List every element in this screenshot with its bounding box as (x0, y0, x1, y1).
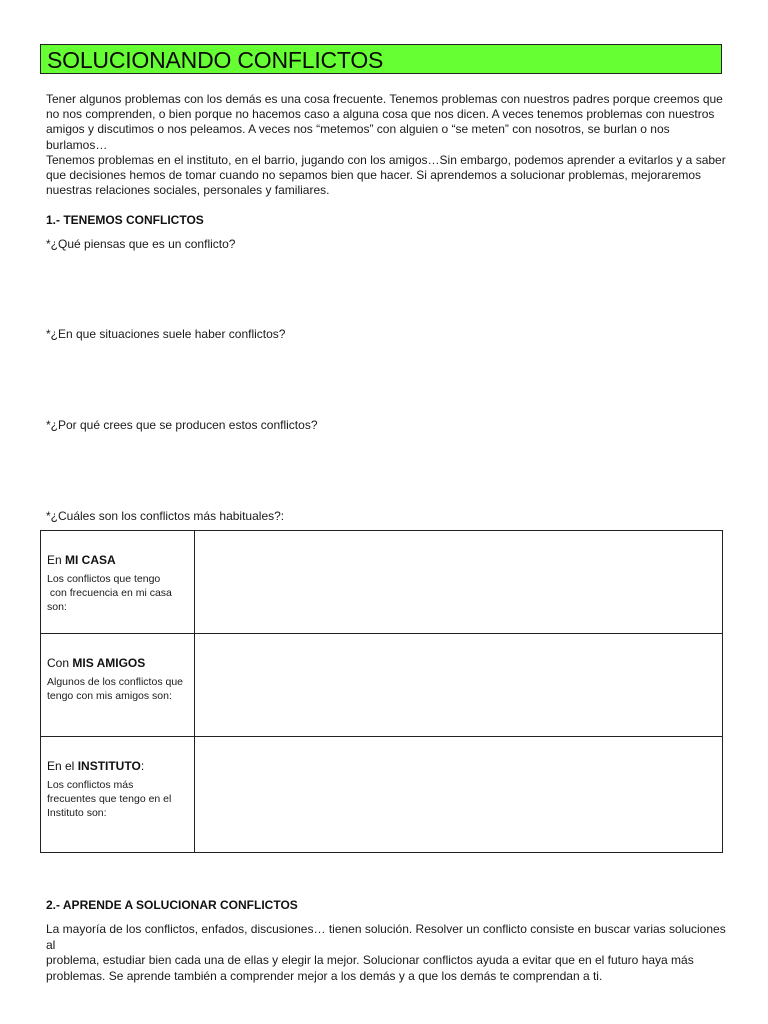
intro-line: Tenemos problemas en el instituto, en el barrio, jugando con los amigos…Sin embargo, podemos aprender a evitarlos y a saber (46, 152, 726, 167)
cell-title (47, 759, 188, 773)
cell-desc-line: con frecuencia en mi casa (47, 587, 172, 599)
page-title: SOLUCIONANDO CONFLICTOS (47, 47, 384, 73)
cell-title-suffix: : (140, 759, 145, 773)
table-row (41, 634, 723, 737)
section2-line: problemas. Se aprende también a comprender mejor a los demás y a que los demás te comprendan a ti. (46, 968, 603, 983)
question-why-conflicts: *¿Por qué crees que se producen estos conflictos? (46, 418, 318, 432)
question-what-is-conflict: *¿Qué piensas que es un conflicto? (46, 237, 236, 251)
section1-heading: 1.- TENEMOS CONFLICTOS (46, 213, 204, 227)
title-banner (40, 44, 722, 74)
cell-desc-line: Los conflictos que tengo (47, 573, 161, 585)
cell-title-bold: INSTITUTO (77, 759, 141, 773)
intro-line: amigos y discutimos o nos peleamos. A veces nos “metemos” con alguien o “se meten” con nosotros, se burlan o nos burlamos… (46, 122, 670, 152)
question-most-common: *¿Cuáles son los conflictos más habituales?: (46, 509, 285, 523)
intro-paragraph (46, 92, 726, 198)
intro-line: no nos comprenden, o bien porque no hacemos caso a alguna cosa que nos dicen. A veces tenemos problemas con nuestros (46, 107, 715, 122)
answer-cell-school[interactable] (195, 737, 723, 853)
section2-line: La mayoría de los conflictos, enfados, discusiones… tienen solución. Resolver un conflicto consiste en buscar varias soluciones al (46, 922, 726, 952)
cell-desc-line: Algunos de los conflictos que (47, 676, 184, 688)
label-cell-friends (41, 634, 195, 737)
cell-desc-line: frecuentes que tengo en el (47, 793, 172, 805)
table-row (41, 737, 723, 853)
question-situations: *¿En que situaciones suele haber conflictos? (46, 327, 286, 341)
cell-desc-line: Instituto son: (47, 807, 107, 819)
conflicts-table (40, 530, 723, 853)
cell-desc-line: tengo con mis amigos son: (47, 690, 172, 702)
label-cell-home (41, 531, 195, 634)
cell-title-bold: MIS AMIGOS (72, 656, 146, 670)
table-row (41, 531, 723, 634)
cell-title-prefix: En (47, 553, 66, 567)
section2-heading: 2.- APRENDE A SOLUCIONAR CONFLICTOS (46, 898, 298, 912)
cell-title-prefix: Con (47, 656, 73, 670)
intro-line: que decisiones hemos de tomar cuando no sepamos bien que hacer. Si aprendemos a solucionar problemas, mejoraremos (46, 168, 702, 183)
cell-desc-line: Los conflictos más (47, 779, 134, 791)
cell-title (47, 553, 188, 567)
cell-desc-line: son: (47, 601, 67, 613)
cell-description (47, 778, 188, 820)
cell-title (47, 656, 188, 670)
cell-description (47, 675, 188, 703)
answer-cell-home[interactable] (195, 531, 723, 634)
answer-cell-friends[interactable] (195, 634, 723, 737)
cell-title-bold: MI CASA (65, 553, 116, 567)
cell-title-prefix: En el (47, 759, 78, 773)
section2-paragraph (46, 922, 726, 984)
cell-description (47, 572, 188, 614)
label-cell-school (41, 737, 195, 853)
section2-line: problema, estudiar bien cada una de ellas y elegir la mejor. Solucionar conflictos ayuda a evitar que en el futuro haya más (46, 953, 694, 967)
intro-line: Tener algunos problemas con los demás es una cosa frecuente. Tenemos problemas con nuestros padres porque creemos que (46, 92, 723, 106)
intro-line: nuestras relaciones sociales, personales y familiares. (46, 183, 330, 198)
